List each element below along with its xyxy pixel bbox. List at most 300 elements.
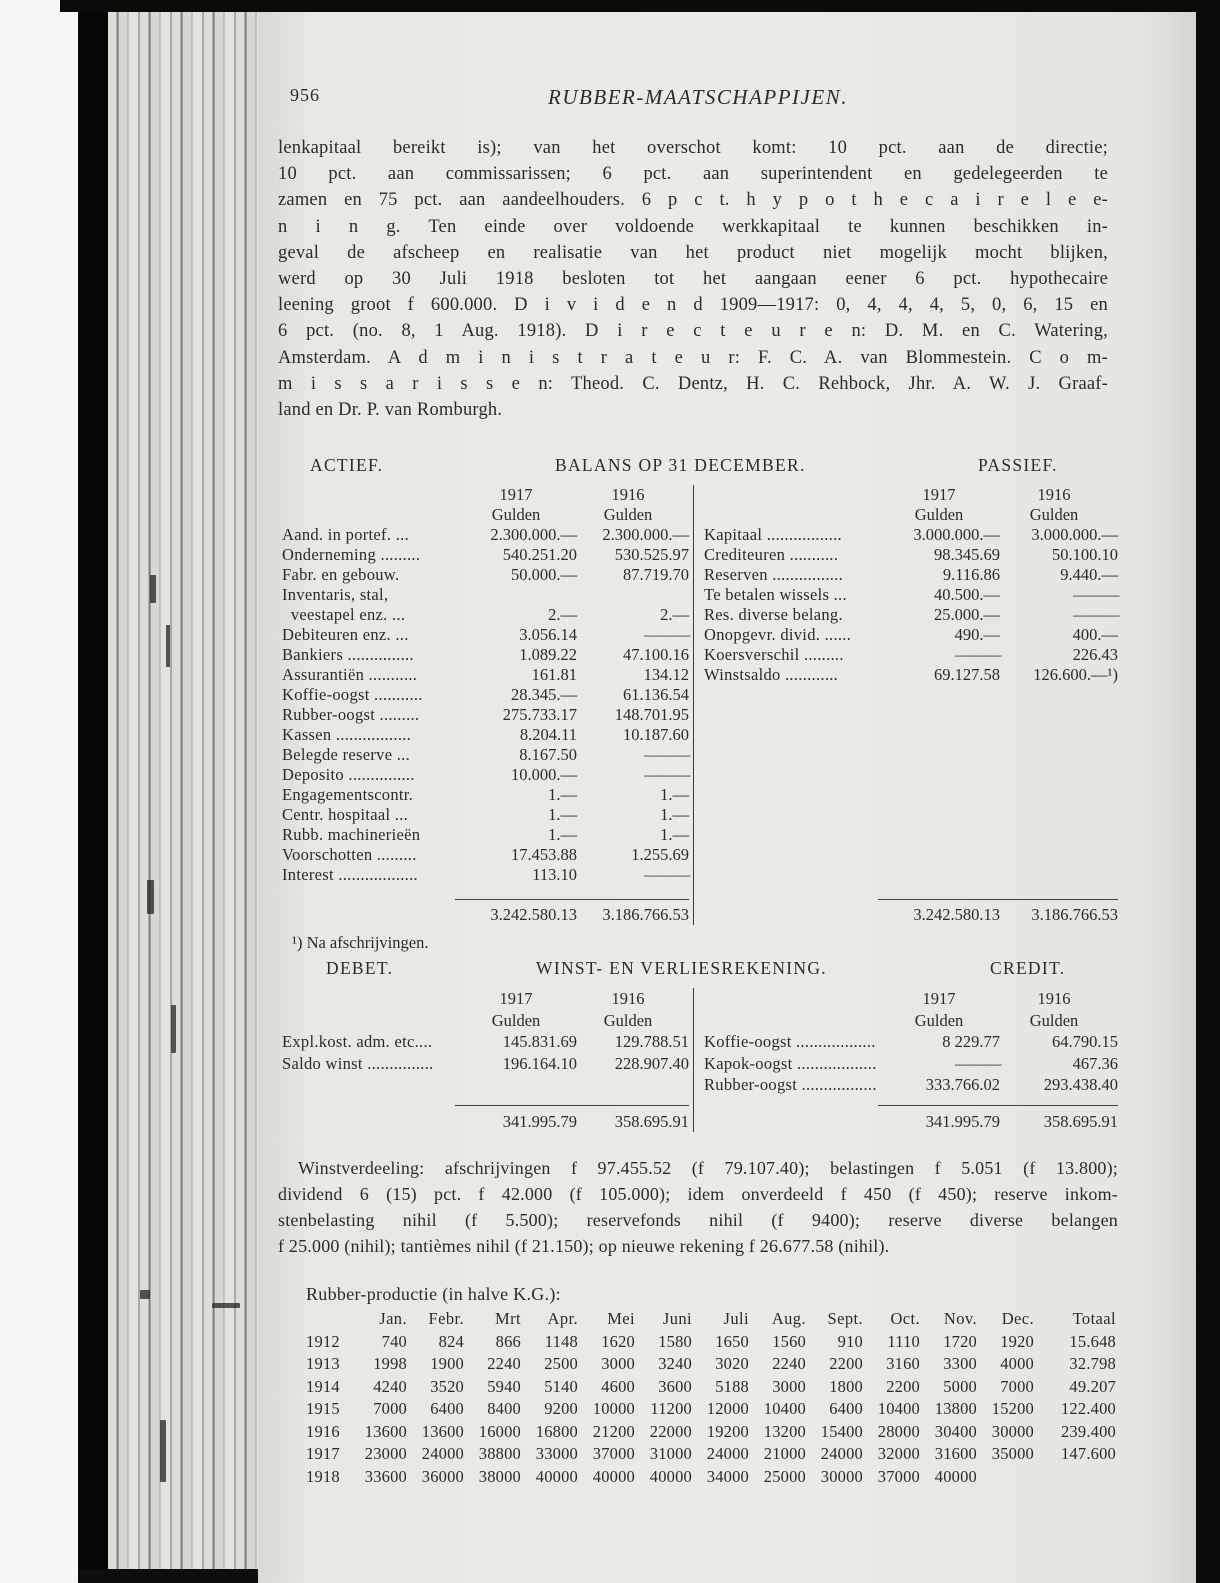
production-cell: 10400 xyxy=(877,1399,920,1418)
actief-row xyxy=(282,585,689,605)
passief-row-label: Koersverschil ......... xyxy=(704,645,844,664)
scan-artifact xyxy=(212,1303,240,1308)
production-cell: 1720 xyxy=(943,1331,977,1351)
production-cell: 910 xyxy=(837,1331,863,1351)
production-cell: 3000 xyxy=(772,1376,806,1396)
passief-row-label: Reserven ................ xyxy=(704,565,844,584)
debet-heading: DEBET. xyxy=(326,958,394,978)
production-cell: 15.648 xyxy=(1069,1331,1116,1351)
passief-row-value-1917: 98.345.69 xyxy=(934,545,1000,564)
passief-row xyxy=(704,645,1118,665)
actief-row xyxy=(282,825,689,845)
production-cell: 32000 xyxy=(877,1444,920,1463)
passief-row xyxy=(704,665,1118,685)
actief-total-label xyxy=(282,905,465,925)
distribution-line: dividend 6 (15) pct. f 42.000 (f 105.000); idem onverdeeld f 450 (f 450); reserve inkom- xyxy=(278,1184,1118,1204)
production-cell: 2240 xyxy=(772,1354,806,1373)
actief-row-label: Onderneming ......... xyxy=(282,545,421,564)
debet-unit-header-value-1916: Gulden xyxy=(603,1010,653,1030)
balance-footnote: ¹) Na afschrijvingen. xyxy=(292,933,429,952)
passief-column xyxy=(693,485,1118,925)
credit-total-block xyxy=(704,1105,1118,1133)
debet-row xyxy=(282,1031,689,1053)
production-row-year: 1914 xyxy=(306,1376,340,1396)
actief-row xyxy=(282,565,689,585)
credit-year-header-value-1916: 1916 xyxy=(1037,989,1071,1008)
intro-line: werd op 30 Juli 1918 besloten tot het aangaan eener 6 pct. hypothecaire xyxy=(278,269,1108,290)
actief-unit-header xyxy=(282,505,689,525)
balance-sheet-body xyxy=(278,485,1118,925)
production-cell: 40000 xyxy=(934,1466,977,1486)
production-cell: 4600 xyxy=(601,1376,635,1396)
credit-unit-header-value-1916: Gulden xyxy=(1029,1010,1079,1030)
production-cell xyxy=(1034,1466,1116,1489)
production-cell: 21000 xyxy=(763,1444,806,1463)
passief-year-header-value-1916: 1916 xyxy=(1037,485,1071,504)
production-cell: 147.600 xyxy=(1060,1444,1116,1463)
production-cell: 13600 xyxy=(421,1421,464,1441)
actief-row-value-1917: 17.453.88 xyxy=(511,845,577,864)
credit-row xyxy=(704,1053,1118,1075)
debet-row-value-1917: 196.164.10 xyxy=(502,1053,577,1073)
balance-sheet xyxy=(278,455,1118,953)
production-cell: 22000 xyxy=(649,1421,692,1441)
debet-total-label xyxy=(282,1111,465,1133)
actief-row xyxy=(282,685,689,705)
production-col-header: Sept. xyxy=(827,1309,863,1328)
actief-row xyxy=(282,725,689,745)
passief-total xyxy=(704,905,1118,925)
actief-row-value-1916: 134.12 xyxy=(643,665,689,684)
production-cell: 30400 xyxy=(934,1421,977,1441)
actief-row-value-1917: 1.— xyxy=(548,825,577,844)
actief-row xyxy=(282,845,689,865)
scan-border-top xyxy=(60,0,1220,12)
production-cell: 7000 xyxy=(373,1399,407,1418)
debet-unit-header-value-1917: Gulden xyxy=(491,1010,541,1030)
passief-row xyxy=(704,525,1118,545)
actief-year-header-label xyxy=(282,485,465,505)
production-cell: 1800 xyxy=(829,1376,863,1396)
production-cell: 1900 xyxy=(430,1354,464,1373)
actief-row-value-1916: 530.525.97 xyxy=(614,545,689,564)
passief-row-value-1916: 50.100.10 xyxy=(1052,545,1118,564)
credit-row xyxy=(704,1031,1118,1053)
passief-row-value-1917: 40.500.— xyxy=(934,585,1000,604)
debet-total-value-1917: 341.995.79 xyxy=(502,1111,577,1131)
actief-row xyxy=(282,545,689,565)
scan-artifact xyxy=(171,1005,176,1053)
actief-row-value-1916: 10.187.60 xyxy=(623,725,689,744)
production-cell: 49.207 xyxy=(1069,1376,1116,1396)
production-cell: 40000 xyxy=(592,1466,635,1486)
production-cell: 38800 xyxy=(478,1444,521,1463)
scan-artifact xyxy=(150,575,156,603)
production-cell: 1560 xyxy=(772,1331,806,1351)
actief-total-value-1916: 3.186.766.53 xyxy=(602,905,689,924)
credit-row-value-1916: 467.36 xyxy=(1072,1053,1118,1073)
debet-unit-header xyxy=(282,1010,689,1032)
actief-row xyxy=(282,605,689,625)
production-cell: 31000 xyxy=(649,1444,692,1463)
credit-total-value-1916: 358.695.91 xyxy=(1043,1111,1118,1131)
production-cell: 740 xyxy=(381,1331,407,1351)
actief-spacer xyxy=(282,885,689,897)
passief-row xyxy=(704,605,1118,625)
passief-row-value-1916: 9.440.— xyxy=(1060,565,1118,584)
balance-sheet-header xyxy=(278,455,1118,485)
actief-row-value-1916: 1.— xyxy=(660,825,689,844)
actief-row-value-1916: 47.100.16 xyxy=(623,645,689,664)
page-header xyxy=(278,85,1118,111)
production-cell: 24000 xyxy=(421,1444,464,1463)
production-col-header: Juni xyxy=(662,1309,692,1328)
passief-row xyxy=(704,545,1118,565)
actief-total-value-1917: 3.242.580.13 xyxy=(490,905,577,924)
actief-row-label: Aand. in portef. ... xyxy=(282,525,409,544)
production-col-header: Mrt xyxy=(495,1309,521,1328)
actief-row xyxy=(282,785,689,805)
actief-row-label: Engagementscontr. xyxy=(282,785,414,804)
production-cell: 24000 xyxy=(706,1444,749,1463)
credit-row-value-1917: ——— xyxy=(955,1053,1000,1073)
production-cell: 5188 xyxy=(715,1376,749,1396)
actief-row xyxy=(282,805,689,825)
production-cell: 33000 xyxy=(535,1444,578,1463)
actief-unit-header-value-1916: Gulden xyxy=(603,505,653,524)
intro-line: 10 pct. aan commissarissen; 6 pct. aan superintendent en gedelegeerden te xyxy=(278,164,1108,185)
actief-row xyxy=(282,705,689,725)
scan-artifact xyxy=(166,625,170,667)
production-cell: 2240 xyxy=(487,1354,521,1373)
production-cell: 13800 xyxy=(934,1399,977,1418)
actief-row xyxy=(282,765,689,785)
passief-row-value-1917: 25.000.— xyxy=(934,605,1000,624)
actief-row-value-1917: 10.000.— xyxy=(511,765,577,784)
production-col-header: Dec. xyxy=(1001,1309,1034,1328)
profit-loss-header xyxy=(278,958,1118,988)
production-row-year: 1918 xyxy=(306,1466,340,1486)
passief-unit-header-label xyxy=(704,505,888,525)
actief-row-value-1917: 1.089.22 xyxy=(519,645,577,664)
production-cell: 7000 xyxy=(1000,1376,1034,1396)
passief-row-value-1917: 69.127.58 xyxy=(934,665,1000,684)
actief-row xyxy=(282,625,689,645)
passief-total-block xyxy=(704,899,1118,925)
production-cell: 21200 xyxy=(592,1421,635,1441)
passief-row-value-1916: ——— xyxy=(1073,585,1118,604)
actief-row-value-1917: 540.251.20 xyxy=(502,545,577,564)
passief-total-rule xyxy=(878,899,1118,900)
production-cell: 30000 xyxy=(991,1421,1034,1441)
actief-row-value-1916 xyxy=(577,585,689,605)
passief-total-label xyxy=(704,905,888,925)
credit-row-label: Kapok-oogst .................. xyxy=(704,1053,877,1073)
production-cell: 3520 xyxy=(430,1376,464,1396)
production-cell: 15200 xyxy=(991,1399,1034,1418)
production-cell: 10000 xyxy=(592,1399,635,1418)
production-title: Rubber-productie (in halve K.G.): xyxy=(306,1284,561,1304)
actief-row-label: Debiteuren enz. ... xyxy=(282,625,409,644)
production-cell: 31600 xyxy=(934,1444,977,1463)
book-page xyxy=(258,12,1196,1583)
credit-unit-header-value-1917: Gulden xyxy=(914,1010,964,1030)
actief-row-label: Centr. hospitaal ... xyxy=(282,805,409,824)
production-cell: 34000 xyxy=(706,1466,749,1486)
passief-row xyxy=(704,565,1118,585)
production-row-year: 1917 xyxy=(306,1444,340,1463)
passief-total-value-1917: 3.242.580.13 xyxy=(913,905,1000,924)
actief-row-label: Fabr. en gebouw. xyxy=(282,565,400,584)
production-col-header: Mei xyxy=(607,1309,635,1328)
production-cell: 32.798 xyxy=(1069,1354,1116,1373)
debet-unit-header-label xyxy=(282,1010,465,1032)
passief-row-value-1916: 400.— xyxy=(1072,625,1118,644)
debet-total-value-1916: 358.695.91 xyxy=(614,1111,689,1131)
actief-row xyxy=(282,645,689,665)
actief-unit-header-value-1917: Gulden xyxy=(491,505,541,524)
production-cell: 3000 xyxy=(601,1354,635,1373)
credit-total-label xyxy=(704,1111,888,1133)
production-cell: 824 xyxy=(438,1331,464,1351)
profit-loss-title: WINST- EN VERLIESREKENING. xyxy=(536,958,827,978)
profit-loss-body xyxy=(278,988,1118,1132)
actief-row-value-1916: 2.— xyxy=(660,605,689,624)
actief-row-value-1917: 113.10 xyxy=(532,865,577,884)
credit-unit-header xyxy=(704,1010,1118,1032)
intro-line: Amsterdam. A d m i n i s t r a t e u r: F. C. A. van Blommestein. C o m- xyxy=(278,347,1108,368)
production-cell: 3160 xyxy=(886,1354,920,1373)
intro-line: geval de afscheep en realisatie van het product niet mogelijk mocht blijken, xyxy=(278,242,1108,263)
actief-row-label: Deposito ............... xyxy=(282,765,415,784)
production-row-year: 1913 xyxy=(306,1354,340,1373)
production-cell: 40000 xyxy=(535,1466,578,1486)
production-cell: 8400 xyxy=(487,1399,521,1418)
passief-row xyxy=(704,625,1118,645)
actief-row-label: Koffie-oogst ........... xyxy=(282,685,423,704)
production-cell: 16000 xyxy=(478,1421,521,1441)
credit-row-value-1917: 333.766.02 xyxy=(925,1075,1000,1094)
production-cell: 3300 xyxy=(943,1354,977,1373)
actief-row-value-1917: 8.204.11 xyxy=(519,725,577,744)
scan-artifact xyxy=(140,1290,150,1299)
passief-row-value-1917: 3.000.000.— xyxy=(913,525,1000,544)
distribution-line: f 25.000 (nihil); tantièmes nihil (f 21.150); op nieuwe rekening f 26.677.58 (nihil). xyxy=(278,1236,890,1256)
production-cell: 16800 xyxy=(535,1421,578,1441)
actief-total xyxy=(282,905,689,925)
production-col-header: Febr. xyxy=(428,1309,464,1328)
production-col-header: Apr. xyxy=(547,1309,578,1328)
actief-row-value-1916: 61.136.54 xyxy=(623,685,689,704)
intro-line: zamen en 75 pct. aan aandeelhouders. 6 p c t. h y p o t h e c a i r e l e e- xyxy=(278,190,1108,211)
passief-row xyxy=(704,585,1118,605)
production-cell: 15400 xyxy=(820,1421,863,1441)
passief-unit-header xyxy=(704,505,1118,525)
production-cell: 2200 xyxy=(886,1376,920,1396)
debet-year-header-label xyxy=(282,988,465,1010)
actief-total-rule xyxy=(455,899,689,900)
production-cell: 4000 xyxy=(1000,1354,1034,1373)
production-cell: 122.400 xyxy=(1060,1399,1116,1418)
actief-row-label: Rubb. machinerieën xyxy=(282,825,421,844)
actief-column xyxy=(278,485,693,925)
actief-row-value-1917 xyxy=(465,585,577,605)
credit-spacer xyxy=(704,1096,1118,1103)
actief-row-value-1917: 28.345.— xyxy=(511,685,577,704)
actief-row-value-1917: 2.— xyxy=(548,605,577,624)
intro-line: n i n g. Ten einde over voldoende werkkapitaal te kunnen beschikken in- xyxy=(278,216,1108,237)
production-cell: 4240 xyxy=(373,1376,407,1396)
scan-artifact xyxy=(147,880,154,914)
production-cell: 9200 xyxy=(544,1399,578,1418)
debet-year-header xyxy=(282,988,689,1010)
debet-column xyxy=(278,988,693,1132)
distribution-line: stenbelasting nihil (f 5.500); reservefonds nihil (f 9400); reserve diverse belangen xyxy=(278,1210,1118,1230)
production-col-header: Aug. xyxy=(771,1309,806,1328)
actief-row-value-1917: 2.300.000.— xyxy=(490,525,577,544)
production-cell: 866 xyxy=(495,1331,521,1351)
production-cell: 2200 xyxy=(829,1354,863,1373)
scan-left-margin xyxy=(0,0,78,1583)
intro-line: leening groot f 600.000. D i v i d e n d 1909—1917: 0, 4, 4, 4, 5, 0, 6, 15 en xyxy=(278,295,1108,316)
passief-row-value-1916: 3.000.000.— xyxy=(1031,525,1118,544)
actief-row-label: Interest .................. xyxy=(282,865,418,884)
credit-unit-header-label xyxy=(704,1010,888,1032)
actief-unit-header-label xyxy=(282,505,465,525)
debet-row xyxy=(282,1053,689,1075)
debet-row-label: Saldo winst ............... xyxy=(282,1053,434,1073)
production-cell: 24000 xyxy=(820,1444,863,1463)
passief-total-value-1916: 3.186.766.53 xyxy=(1031,905,1118,924)
production-col-header: Jan. xyxy=(379,1309,407,1328)
production-cell: 1148 xyxy=(544,1331,578,1351)
actief-row-value-1917: 3.056.14 xyxy=(519,625,577,644)
debet-year-header-value-1916: 1916 xyxy=(611,989,645,1008)
production-col-header: Totaal xyxy=(1072,1309,1116,1328)
scan-artifact xyxy=(160,1420,166,1482)
actief-year-header-value-1917: 1917 xyxy=(499,485,533,504)
actief-row-value-1916: 2.300.000.— xyxy=(602,525,689,544)
credit-row-value-1917: 8 229.77 xyxy=(942,1032,1000,1051)
production-cell: 40000 xyxy=(649,1466,692,1486)
credit-row-value-1916: 293.438.40 xyxy=(1043,1075,1118,1094)
production-cell: 6400 xyxy=(829,1399,863,1418)
production-cell: 5940 xyxy=(487,1376,521,1396)
production-cell: 13600 xyxy=(364,1421,407,1441)
actief-row-value-1917: 50.000.— xyxy=(511,565,577,584)
production-cell: 2500 xyxy=(544,1354,578,1373)
intro-paragraph xyxy=(278,135,1108,423)
passief-row-value-1916: ——— xyxy=(1073,605,1118,624)
production-cell: 1998 xyxy=(373,1354,407,1373)
passief-row-value-1917: 490.— xyxy=(954,625,1000,644)
production-cell: 37000 xyxy=(592,1444,635,1463)
production-cell: 5000 xyxy=(943,1376,977,1396)
passief-row-label: Crediteuren ........... xyxy=(704,545,839,564)
rubber-production-section xyxy=(278,1284,1118,1488)
scan-border-right xyxy=(1196,0,1220,1583)
production-row-year: 1916 xyxy=(306,1421,340,1441)
actief-row-label: Assurantiën ........... xyxy=(282,665,418,684)
production-cell: 1650 xyxy=(715,1331,749,1351)
balance-title: BALANS OP 31 DECEMBER. xyxy=(555,455,806,475)
production-cell: 6400 xyxy=(430,1399,464,1418)
distribution-line: Winstverdeeling: afschrijvingen f 97.455.52 (f 79.107.40); belastingen f 5.051 (f 13.800); xyxy=(298,1158,1118,1178)
passief-year-header-value-1917: 1917 xyxy=(922,485,956,504)
credit-total-rule xyxy=(878,1105,1118,1106)
production-col-header: Oct. xyxy=(890,1309,920,1328)
production-cell: 37000 xyxy=(877,1466,920,1486)
actief-row-value-1916: ——— xyxy=(644,865,689,884)
production-cell: 30000 xyxy=(820,1466,863,1486)
actief-row-value-1917: 161.81 xyxy=(531,665,577,684)
production-cell: 239.400 xyxy=(1060,1421,1116,1441)
actief-row-value-1916: 1.— xyxy=(660,785,689,804)
actief-row-label: Kassen ................. xyxy=(282,725,412,744)
actief-row xyxy=(282,665,689,685)
production-cell: 25000 xyxy=(763,1466,806,1486)
production-cell: 3600 xyxy=(658,1376,692,1396)
actief-row xyxy=(282,745,689,765)
production-cell: 12000 xyxy=(706,1399,749,1418)
credit-column xyxy=(693,988,1118,1132)
passief-row-value-1917: 9.116.86 xyxy=(942,565,1000,584)
actief-row-label: veestapel enz. ... xyxy=(282,605,406,624)
production-col-header: Nov. xyxy=(943,1309,977,1328)
intro-line: land en Dr. P. van Romburgh. xyxy=(278,400,503,421)
actief-row-value-1917: 1.— xyxy=(548,785,577,804)
actief-row xyxy=(282,525,689,545)
actief-row-value-1916: 1.255.69 xyxy=(631,845,689,864)
production-cell: 38000 xyxy=(478,1466,521,1486)
debet-row-value-1916: 129.788.51 xyxy=(614,1032,689,1051)
actief-row xyxy=(282,865,689,885)
actief-year-header-value-1916: 1916 xyxy=(611,485,645,504)
credit-heading: CREDIT. xyxy=(990,958,1066,978)
passief-row-value-1916: 226.43 xyxy=(1072,645,1118,664)
production-cell: 35000 xyxy=(991,1444,1034,1463)
credit-total-value-1917: 341.995.79 xyxy=(925,1111,1000,1131)
production-cell: 19200 xyxy=(706,1421,749,1441)
actief-row-value-1917: 275.733.17 xyxy=(502,705,577,724)
debet-row-value-1916: 228.907.40 xyxy=(614,1053,689,1073)
actief-total-block xyxy=(282,899,689,925)
production-cell: 1580 xyxy=(658,1331,692,1351)
actief-row-value-1917: 8.167.50 xyxy=(519,745,577,764)
production-cell: 33600 xyxy=(364,1466,407,1486)
passief-row-label: Winstsaldo ............ xyxy=(704,665,839,684)
actief-row-value-1916: ——— xyxy=(644,625,689,644)
production-cell xyxy=(977,1466,1034,1489)
passief-year-header-label xyxy=(704,485,888,505)
actief-row-value-1917: 1.— xyxy=(548,805,577,824)
actief-row-value-1916: ——— xyxy=(644,745,689,764)
production-row-year: 1912 xyxy=(306,1331,340,1351)
credit-row-value-1916: 64.790.15 xyxy=(1052,1032,1118,1051)
passief-row-value-1916: 126.600.—¹) xyxy=(1033,665,1118,684)
production-cell: 11200 xyxy=(650,1399,692,1418)
passief-row-label: Res. diverse belang. xyxy=(704,605,843,624)
production-row-year: 1915 xyxy=(306,1399,340,1418)
credit-year-header-label xyxy=(704,988,888,1010)
production-cell: 10400 xyxy=(763,1399,806,1418)
profit-distribution-paragraph xyxy=(278,1155,1118,1259)
debet-row-label: Expl.kost. adm. etc.... xyxy=(282,1032,433,1051)
production-cell: 23000 xyxy=(364,1444,407,1463)
credit-row-label: Rubber-oogst ................. xyxy=(704,1075,877,1094)
page-number: 956 xyxy=(290,85,320,105)
intro-line: 6 pct. (no. 8, 1 Aug. 1918). D i r e c t e u r e n: D. M. en C. Watering, xyxy=(278,321,1108,342)
